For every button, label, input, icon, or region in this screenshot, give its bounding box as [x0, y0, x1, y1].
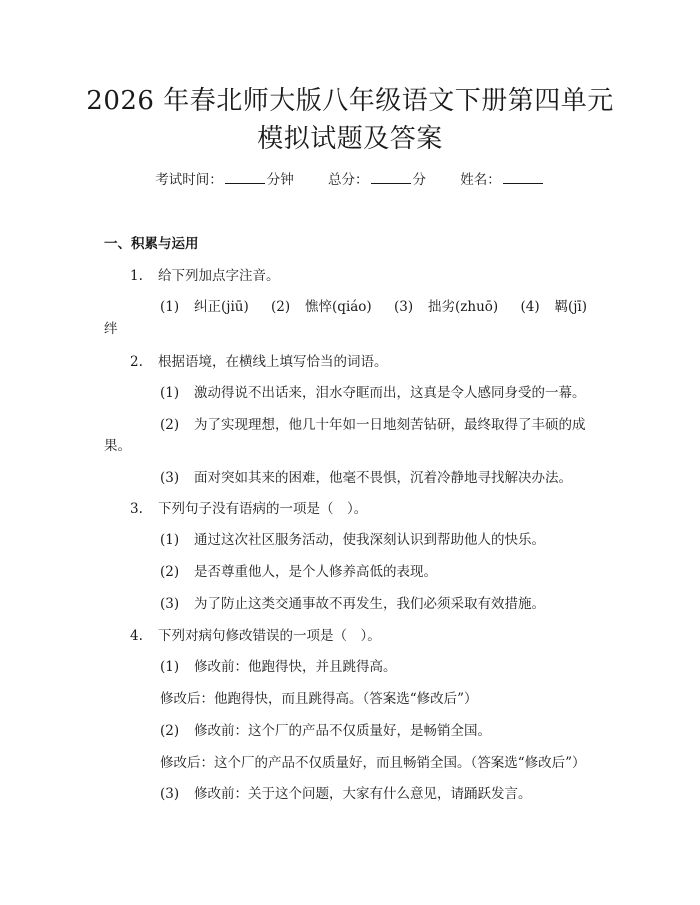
item-number: (1): [160, 659, 180, 675]
option-item: [160, 560, 437, 580]
option-item: [160, 466, 572, 486]
question-4: [130, 624, 381, 644]
question-1: [130, 264, 280, 284]
score-field: [328, 172, 430, 188]
item-text: 通过这次社区服务活动，使我深刻认识到帮助他人的快乐。: [194, 532, 545, 548]
option-item: [160, 413, 586, 433]
item-text: 激动得说不出话来，泪水夺眶而出，这真是令人感同身受的一幕。: [194, 385, 586, 401]
item-text: 修改前：他跑得快，并且跳得高。: [194, 659, 397, 675]
revised-sentence: 修改后：这个厂的产品不仅质量好，而且畅销全国。（答案选“修改后”）: [160, 755, 586, 771]
item-text: 憔悴(qiáo): [305, 299, 372, 315]
question-text: 根据语境，在横线上填写恰当的词语。: [158, 354, 388, 370]
question-text: 下列对病句修改错误的一项是（ ）。: [158, 628, 381, 644]
question-2: [130, 350, 388, 370]
pinyin-item: [271, 299, 372, 315]
page-title-line1: 2026 年春北师大版八年级语文下册第四单元: [86, 86, 614, 116]
pinyin-item: [160, 299, 249, 315]
exam-time-unit: 分钟: [266, 172, 294, 188]
question-number: 3.: [130, 501, 143, 517]
score-blank[interactable]: [371, 171, 411, 184]
item-text: 修改前：这个厂的产品不仅质量好，是畅销全国。: [194, 723, 491, 739]
item-number: (2): [160, 723, 180, 739]
item-number: (3): [160, 596, 180, 612]
exam-meta: [0, 168, 700, 188]
item-number: (3): [160, 786, 180, 802]
item-number: (2): [271, 299, 291, 315]
revised-sentence: 修改后：他跑得快，而且跳得高。（答案选“修改后”）: [160, 691, 478, 707]
score-label: 总分：: [328, 172, 369, 188]
option-item: [160, 528, 545, 548]
question-text: 给下列加点字注音。: [158, 268, 280, 284]
exam-time-label: 考试时间：: [155, 172, 223, 188]
item-number: (1): [160, 532, 180, 548]
wrapped-text: 绊: [104, 321, 118, 337]
option-item: [160, 381, 586, 401]
wrapped-text: 果。: [104, 438, 131, 454]
question-3: [130, 497, 367, 517]
pinyin-items: [160, 295, 605, 315]
question-number: 1.: [130, 268, 143, 284]
item-number: (2): [160, 417, 180, 433]
page-title-line2: 模拟试题及答案: [257, 124, 443, 154]
item-number: (1): [160, 385, 180, 401]
item-number: (2): [160, 564, 180, 580]
option-item: [160, 719, 491, 739]
item-text: 羁(jī): [554, 299, 588, 315]
item-number: (4): [520, 299, 540, 315]
question-number: 2.: [130, 354, 143, 370]
option-item: [160, 655, 397, 675]
item-number: (1): [160, 299, 180, 315]
pinyin-item: [394, 299, 498, 315]
exam-time-field: [155, 172, 298, 188]
item-text: 为了实现理想，他几十年如一日地刻苦钻研，最终取得了丰硕的成: [194, 417, 586, 433]
name-field: [460, 172, 545, 188]
item-text: 修改前：关于这个问题，大家有什么意见，请踊跃发言。: [194, 786, 532, 802]
item-text: 是否尊重他人，是个人修养高低的表现。: [194, 564, 437, 580]
item-text: 拙劣(zhuō): [428, 299, 499, 315]
score-unit: 分: [412, 172, 426, 188]
question-text: 下列句子没有语病的一项是（ ）。: [158, 501, 368, 517]
section-heading: 一、积累与运用: [104, 236, 199, 252]
name-blank[interactable]: [503, 171, 543, 184]
item-number: (3): [160, 470, 180, 486]
item-text: 为了防止这类交通事故不再发生，我们必须采取有效措施。: [194, 596, 545, 612]
option-item: [160, 782, 532, 802]
exam-time-blank[interactable]: [225, 171, 265, 184]
item-text: 面对突如其来的困难，他毫不畏惧，沉着冷静地寻找解决办法。: [194, 470, 572, 486]
option-item: [160, 592, 545, 612]
pinyin-item: [520, 299, 587, 315]
item-number: (3): [394, 299, 414, 315]
item-text: 纠正(jiū): [194, 299, 249, 315]
question-number: 4.: [130, 628, 143, 644]
name-label: 姓名：: [460, 172, 501, 188]
